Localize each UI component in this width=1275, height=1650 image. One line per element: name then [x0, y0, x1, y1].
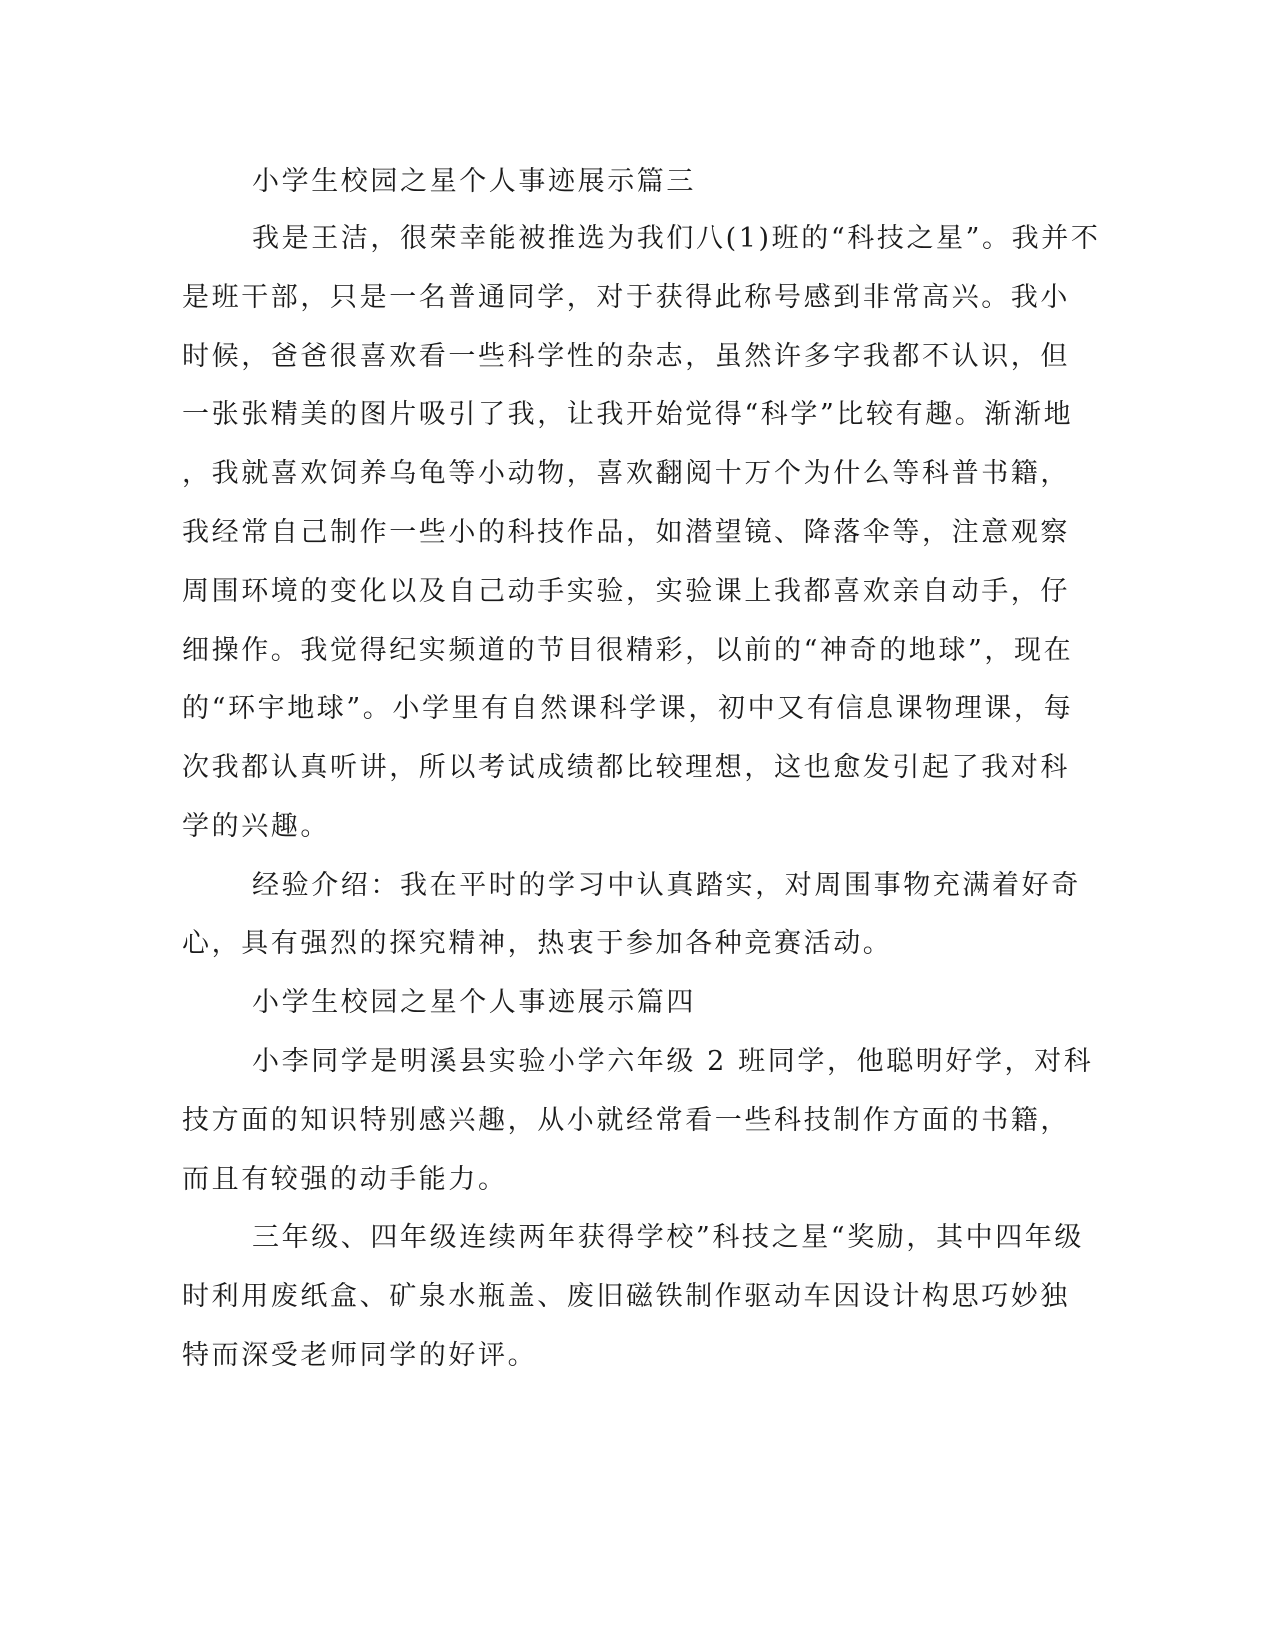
paragraph-line: 三年级、四年级连续两年获得学校”科技之星“奖励，其中四年级: [252, 1222, 1085, 1253]
paragraph-line: 我经常自己制作一些小的科技作品，如潜望镜、降落伞等，注意观察: [182, 517, 1070, 548]
paragraph-line: 是班干部，只是一名普通同学，对于获得此称号感到非常高兴。我小: [182, 282, 1070, 313]
paragraph-line: ，我就喜欢饲养乌龟等小动物，喜欢翻阅十万个为什么等科普书籍，: [182, 458, 1070, 489]
paragraph-line: 我是王洁，很荣幸能被推选为我们八(1)班的“科技之星”。我并不: [252, 223, 1101, 254]
paragraph-line: 的“环宇地球”。小学里有自然课科学课，初中又有信息课物理课，每: [182, 693, 1074, 724]
paragraph-line: 经验介绍：我在平时的学习中认真踏实，对周围事物充满着好奇: [252, 870, 1081, 901]
paragraph-line: 学的兴趣。: [182, 811, 330, 842]
paragraph-line: 时利用废纸盒、矿泉水瓶盖、废旧磁铁制作驱动车因设计构思巧妙独: [182, 1281, 1070, 1312]
paragraph-line: 特而深受老师同学的好评。: [182, 1340, 538, 1371]
paragraph-line: 周围环境的变化以及自己动手实验，实验课上我都喜欢亲自动手，仔: [182, 576, 1070, 607]
paragraph-line: 心，具有强烈的探究精神，热衷于参加各种竞赛活动。: [182, 928, 893, 959]
paragraph-line: 而且有较强的动手能力。: [182, 1164, 508, 1195]
paragraph-line: 技方面的知识特别感兴趣，从小就经常看一些科技制作方面的书籍，: [182, 1105, 1070, 1136]
paragraph-line: 时候，爸爸很喜欢看一些科学性的杂志，虽然许多字我都不认识，但: [182, 341, 1070, 372]
paragraph-line: 次我都认真听讲，所以考试成绩都比较理想，这也愈发引起了我对科: [182, 752, 1070, 783]
paragraph-line: 细操作。我觉得纪实频道的节目很精彩，以前的“神奇的地球”，现在: [182, 635, 1074, 666]
section-heading-3: 小学生校园之星个人事迹展示篇三: [252, 166, 696, 197]
paragraph-line: 小李同学是明溪县实验小学六年级 2 班同学，他聪明好学，对科: [252, 1046, 1094, 1077]
section-heading-4: 小学生校园之星个人事迹展示篇四: [252, 987, 696, 1018]
paragraph-line: 一张张精美的图片吸引了我，让我开始觉得“科学”比较有趣。渐渐地: [182, 399, 1074, 430]
